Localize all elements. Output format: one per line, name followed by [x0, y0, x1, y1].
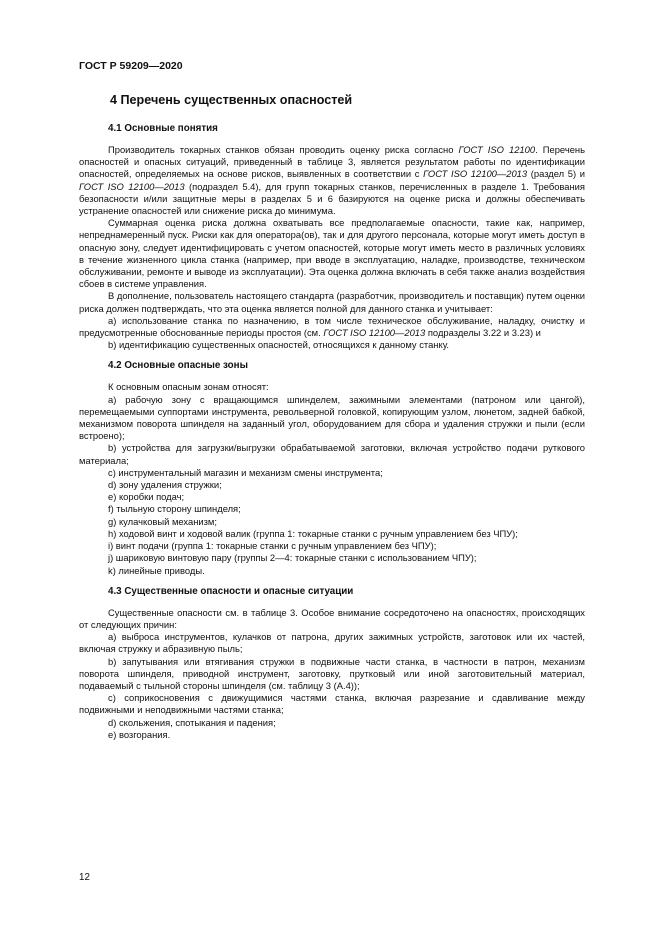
list-item: b) идентификацию существенных опасностей, относящихся к данному станку.: [108, 339, 450, 351]
text-run: подразделы 3.22 и 3.23) и: [425, 327, 541, 339]
paragraph: К основным опасным зонам относят:: [108, 381, 269, 393]
subsection-title-4-1: 4.1 Основные понятия: [108, 123, 218, 134]
text-run: . Перечень опасностей и опасных ситуаций, приведенный в таблице 3, является результатом работы по идентификации опасностей, определяемых на основе рисков, выявленных в соответствии с: [79, 144, 585, 180]
page-number: 12: [79, 872, 90, 883]
text-run: a) использование станка по назначению, в том числе техническое обслуживание, наладку, очистку и предусмотренные обоснованные периоды простоя (см.: [79, 314, 585, 339]
list-item: b) запутывания или втягивания стружки в подвижные части станка, в частности в патрон, механизм поворота шпинделя, приводной инструмент, заготовку, прутковый или иной заготовительный материал, подаваемый с тыльной стороны шпинделя (см. таблицу 3 (А.4));: [79, 655, 585, 691]
list-item: [79, 315, 585, 339]
list-item: h) ходовой винт и ходовой валик (группа 1: токарные станки с ручным управлением без ЧПУ);: [108, 527, 518, 539]
paragraph: Суммарная оценка риска должна охватывать все предполагаемые опасности, такие как, например, непреднамеренный пуск. Риски как для оператора(ов), так и для другого персонала, которые могут иметь доступ в опасную зону, следует идентифицировать с учетом опасностей, которые могут иметь место в различных условиях в течение жизненного цикла станка (например, при вводе в эксплуатацию, наладке, производстве, техническом обслуживании, ремонте и выводе из эксплуатации). Эта оценка должна включать в себя также анализ воздействия сбоев в системе управления.: [79, 217, 585, 290]
list-item: a) выброса инструментов, кулачков от патрона, других зажимных устройств, заготовок или их частей, включая стружку и абразивную пыль;: [79, 631, 585, 655]
standard-reference: ГОСТ ISO 12100—2013: [423, 168, 528, 180]
paragraph: Существенные опасности см. в таблице 3. Особое внимание сосредоточено на опасностях, происходящих от следующих причин:: [79, 606, 585, 630]
list-item: e) коробки подач;: [108, 491, 185, 503]
list-item: d) скольжения, спотыкания и падения;: [108, 716, 276, 728]
list-item: c) соприкосновения с движущимися частями станка, включая разрезание и сдавливание между подвижными и неподвижными частями станка;: [79, 692, 585, 716]
document-body: [79, 92, 585, 741]
list-item: j) шариковую винтовую пару (группы 2—4: токарные станки с использованием ЧПУ);: [108, 552, 477, 564]
list-item: a) рабочую зону с вращающимся шпинделем, зажимными элементами (патроном или цангой), перемещаемыми суппортами инструмента, револьверной головкой, копирующим узлом, люнетом, задней бабкой, механизмом поворота шпинделя на заданный угол, оборудованием для сбора и удаления стружки и пыли (если встроено);: [79, 393, 585, 442]
list-item: c) инструментальный магазин и механизм смены инструмента;: [108, 466, 383, 478]
standard-reference: ГОСТ ISO 12100—2013: [323, 327, 426, 339]
text-run: (раздел 5) и: [527, 168, 585, 180]
list-item: k) линейные приводы.: [108, 564, 205, 576]
list-item: f) тыльную сторону шпинделя;: [108, 503, 241, 515]
list-item: d) зону удаления стружки;: [108, 479, 222, 491]
subsection-title-4-2: 4.2 Основные опасные зоны: [108, 360, 248, 372]
text-run: (подраздел 5.4), для групп токарных станков, перечисленных в разделе 1. Требования безопасности и/или защитные меры в разделах 5 и 6 базируются на оценке риска и должны обеспечивать устранение опасностей или снижение риска до минимума.: [79, 180, 585, 217]
text-run: Производитель токарных станков обязан проводить оценку риска согласно: [108, 144, 459, 155]
page-header: ГОСТ Р 59209—2020: [79, 60, 183, 72]
list-item: b) устройства для загрузки/выгрузки обрабатываемой заготовки, включая устройство подачи руткового материала;: [79, 442, 585, 466]
list-item: g) кулачковый механизм;: [108, 515, 217, 527]
list-item: i) винт подачи (группа 1: токарные станки с ручным управлением без ЧПУ);: [108, 540, 437, 552]
list-item: e) возгорания.: [108, 728, 171, 740]
standard-reference: ГОСТ ISO 12100—2013: [79, 180, 185, 192]
subsection-title-4-3: 4.3 Существенные опасности и опасные ситуации: [108, 585, 354, 597]
section-title: 4 Перечень существенных опасностей: [110, 93, 353, 107]
standard-reference: ГОСТ ISO 12100: [458, 144, 536, 155]
paragraph: [79, 144, 585, 217]
paragraph: В дополнение, пользователь настоящего стандарта (разработчик, производитель и поставщик) путем оценки риска должен подтверждать, что эта оценка является полной для данного станка и учитывает:: [79, 290, 585, 314]
